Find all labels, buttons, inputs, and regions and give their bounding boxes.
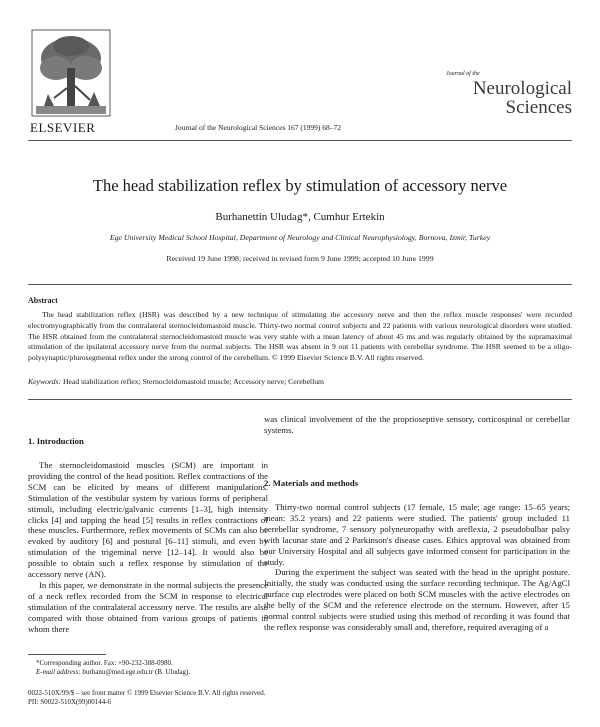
methods-paragraph-1: Thirty-two normal control subjects (17 female, 15 male; age range: 15–65 years; mean: 35.2 years) and 22 patients were studied. The patients' group included 11 cerebellar syndrome, 7 sensory polyneuropathy with areflexia, 2 pseudobulbar palsy with lacunar state and 2 Parkinson's disease cases. Ethics approval was obtained from our University Hospital and all subjects gave informed consent for participation in the study. <box>264 502 570 567</box>
article-authors: Burhanettin Uludag*, Cumhur Ertekin <box>215 211 385 223</box>
abstract-top-divider <box>28 284 572 285</box>
article-title: The head stabilization reflex by stimulation of accessory nerve <box>92 176 508 195</box>
intro-paragraph-1: The sternocleidomastoid muscles (SCM) are important in providing the control of the head position. Reflex contractions of the SCM can be elicited by means of different manipulations. Stimulation of the vestibular system by various forms of peripheral stimuli, including electric/galvanic currents [1–3], high intensity clicks [4] and tapping the head [5] results in reflex contractions of these muscles. Furthermore, reflex movements of SCMs can also be evoked by auditory [6] and postural [6–11] stimuli, and even by stimulation of the trigeminal nerve [12–14]. It would also be possible to obtain such a reflex response by stimulation of the accessory nerve (AN). <box>28 460 268 580</box>
right-column-continuation <box>264 414 570 436</box>
abstract-text: The head stabilization reflex (HSR) was described by a new technique of stimulating the accessory nerve and then the reflex muscle responses' were recorded electromyographically from the contralateral sternocleidomastoid muscle. Thirty-two normal control subjects and 22 patients with various neurological disorders were studied. The HSR obtained from the contralateral sternocleidomastoid muscle was very stable with a mean latency of about 45 ms and was regularly obtained by the supramaximal stimulation of the ipsilateral accessory nerve from the normal subjects. The HSR was absent in 9 out 11 patients with cerebellar syndrome. The HSR seemed to be a oligo-polysynaptic/plurosegmental reflex under the strong control of the cerebellum. © 1999 Elsevier Science B.V. All rights reserved. <box>28 310 572 363</box>
publisher-name: ELSEVIER <box>30 120 96 135</box>
author-affiliation: Ege University Medical School Hospital, Department of Neurology and Clinical Neurophysiology, Bornova, Izmir, Turkey <box>109 233 491 242</box>
methods-paragraph-2: During the experiment the subject was seated with the head in the upright posture. Initially, the study was conducted using the surface recording technique. The Ag/AgCl surface cup electrodes were placed on both SCM muscles with the active electrodes on the belly of the SCM and the reference electrode on the sternum. However, after 15 normal control subjects were studied using this method of recording it was found that the reflex response was considerably small and, therefore, required averaging of a <box>264 567 570 632</box>
intro-paragraph-2: In this paper, we demonstrate in the normal subjects the presence of a neck reflex recorded from the SCM in response to electrical stimulation of the contralateral accessory nerve. The results are also compared with those obtained from various groups of patients in whom there <box>28 579 268 634</box>
keywords-label: Keywords: <box>28 377 62 386</box>
copyright-line: 0022-510X/99/$ – see front matter © 1999 Elsevier Science B.V. All rights reserved. <box>28 689 266 697</box>
journal-logo-title <box>400 79 572 117</box>
abstract-heading: Abstract <box>28 296 58 305</box>
journal-name-line1: Neurological <box>472 78 572 99</box>
header-divider <box>28 140 572 141</box>
pii-line: PII: S0022-510X(99)00144-6 <box>28 698 112 706</box>
email-label: E-mail address: <box>36 668 81 676</box>
journal-citation: Journal of the Neurological Sciences 167 (1999) 68–72 <box>175 123 341 132</box>
left-column-text <box>28 460 268 635</box>
intro-paragraph-2-continued: was clinical involvement of the the proprioseptive sensory, corticospinal or cerebellar systems. <box>264 414 570 435</box>
email-note <box>36 668 190 676</box>
journal-name-line2: Sciences <box>505 97 572 118</box>
footnote-divider <box>28 654 106 655</box>
keywords-list: Head stabilization reflex; Sternocleidomastoid muscle; Accessory nerve; Cerebellum <box>61 377 325 386</box>
section-methods-heading: 2. Materials and methods <box>264 478 359 488</box>
right-column-text <box>264 502 570 633</box>
section-introduction-heading: 1. Introduction <box>28 436 84 446</box>
abstract-bottom-divider <box>28 399 572 400</box>
journal-of-label: Journal of the <box>446 71 480 77</box>
received-dates: Received 19 June 1998; received in revised form 9 June 1999; accepted 10 June 1999 <box>166 254 434 263</box>
email-address: burhanu@med.ege.edu.tr (B. Uludag). <box>80 668 191 676</box>
corresponding-author-note: *Corresponding author. Fax: +90-232-388-0980. <box>36 659 173 667</box>
keywords-line <box>28 377 572 386</box>
